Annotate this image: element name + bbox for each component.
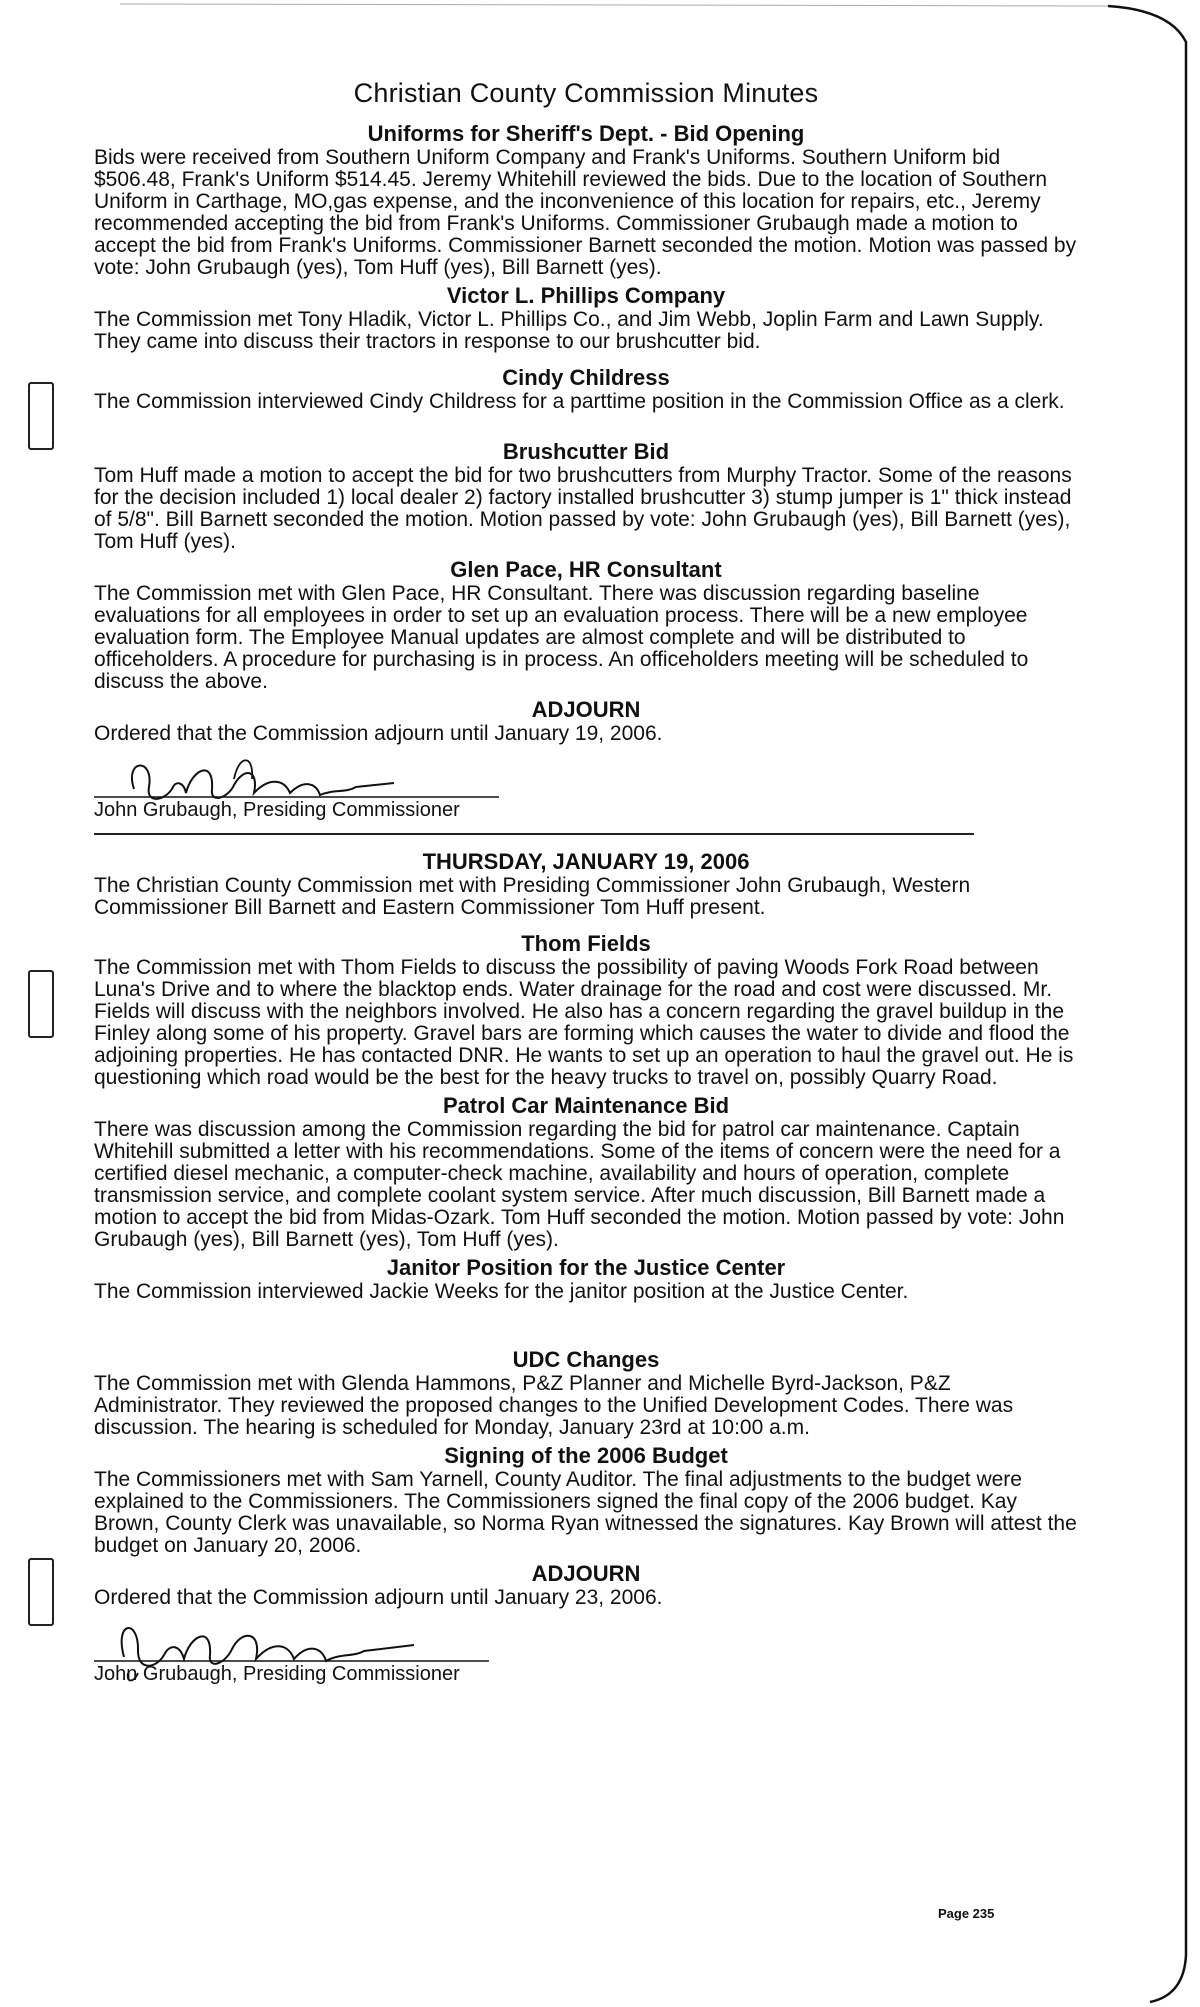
day-heading: THURSDAY, JANUARY 19, 2006 [422, 849, 750, 874]
section-janitor [94, 1255, 1078, 1303]
section-heading: Cindy Childress [502, 365, 670, 390]
divider [94, 833, 974, 835]
section-heading: Signing of the 2006 Budget [444, 1443, 728, 1468]
section-victor-phillips [94, 283, 1078, 353]
section-glen-pace [94, 557, 1078, 693]
section-thom-fields [94, 931, 1078, 1089]
section-text: Tom Huff made a motion to accept the bid for two brushcutters from Murphy Tractor. Some of the reasons for the decision included 1) local dealer 2) factory installed brushcutter 3) stump jumper is 1" thick instead of 5/8". Bill Barnett seconded the motion. Motion passed by vote: John Grubaugh (yes), Bill Barnett (yes), Tom Huff (yes). [94, 464, 1072, 553]
signature-block [94, 749, 554, 821]
section-cindy-childress [94, 365, 1078, 413]
adjourn-text: Ordered that the Commission adjourn until January 23, 2006. [94, 1586, 663, 1609]
day-block [94, 849, 1078, 919]
section-heading: Glen Pace, HR Consultant [450, 557, 722, 582]
minutes-body [94, 78, 1078, 1685]
adjourn-heading: ADJOURN [531, 697, 641, 722]
punch-hole-1 [28, 382, 54, 450]
adjourn-block-1 [94, 697, 1078, 821]
section-heading: Patrol Car Maintenance Bid [442, 1093, 730, 1118]
signature-caption: John Grubaugh, Presiding Commissioner [94, 799, 460, 821]
section-text: The Commission met Tony Hladik, Victor L. Phillips Co., and Jim Webb, Joplin Farm and Lawn Supply. They came into discuss their tractors in response to our brushcutter bid. [94, 308, 1044, 353]
section-patrol-car [94, 1093, 1078, 1251]
section-heading: Victor L. Phillips Company [446, 283, 726, 308]
signature-block [94, 1613, 554, 1685]
signature-caption: John Grubaugh, Presiding Commissioner [94, 1663, 460, 1685]
section-heading: Uniforms for Sheriff's Dept. - Bid Opening [367, 121, 805, 146]
section-text: The Commission interviewed Cindy Childress for a parttime position in the Commission Office as a clerk. [94, 390, 1065, 413]
section-uniforms [94, 121, 1078, 279]
section-text: The Commission interviewed Jackie Weeks for the janitor position at the Justice Center. [94, 1280, 909, 1303]
section-text: Bids were received from Southern Uniform Company and Frank's Uniforms. Southern Uniform bid $506.48, Frank's Uniform $514.45. Jeremy Whitehill reviewed the bids. Due to the location of Southern Uniform in Carthage, MO,gas expense, and the inconvenience of this location for repairs, etc., Jeremy recommended accepting the bid from Frank's Uniforms. Commissioner Grubaugh made a motion to accept the bid from Frank's Uniforms. Commissioner Barnett seconded the motion. Motion was passed by vote: John Grubaugh (yes), Tom Huff (yes), Bill Barnett (yes). [94, 146, 1077, 279]
section-heading: Brushcutter Bid [502, 439, 670, 464]
section-heading: UDC Changes [512, 1347, 660, 1372]
section-heading: Janitor Position for the Justice Center [386, 1255, 786, 1280]
section-text: The Commission met with Glenda Hammons, P&Z Planner and Michelle Byrd-Jackson, P&Z Administrator. They reviewed the proposed changes to the Unified Development Codes. There was discussion. The hearing is scheduled for Monday, January 23rd at 10:00 a.m. [94, 1372, 1014, 1439]
punch-hole-2 [28, 970, 54, 1038]
punch-hole-3 [28, 1558, 54, 1626]
adjourn-text: Ordered that the Commission adjourn until January 19, 2006. [94, 722, 663, 745]
section-text: The Commission met with Thom Fields to discuss the possibility of paving Woods Fork Road between Luna's Drive and to where the blacktop ends. Water drainage for the road and cost were discussed. Mr. Fields will discuss with the neighbors involved. He also has a concern regarding the gravel buildup in the Finley along some of his property. Gravel bars are forming which causes the water to divide and flood the adjoining properties. He has contacted DNR. He wants to set up an operation to haul the gravel out. He is questioning which road would be the best for the heavy trucks to travel on, possibly Quarry Road. [94, 956, 1074, 1089]
document-title: Christian County Commission Minutes [353, 78, 819, 108]
adjourn-heading: ADJOURN [531, 1561, 641, 1586]
section-heading: Thom Fields [521, 931, 651, 956]
day-intro: The Christian County Commission met with Presiding Commissioner John Grubaugh, Western Commissioner Bill Barnett and Eastern Commissioner Tom Huff present. [94, 874, 971, 919]
adjourn-block-2 [94, 1561, 1078, 1685]
section-brushcutter-bid [94, 439, 1078, 553]
page-number: Page 235 [938, 1906, 995, 1921]
section-udc-changes [94, 1347, 1078, 1439]
section-text: The Commissioners met with Sam Yarnell, County Auditor. The final adjustments to the budget were explained to the Commissioners. The Commissioners signed the final copy of the 2006 budget. Kay Brown, County Clerk was unavailable, so Norma Ryan witnessed the signatures. Kay Brown will attest the budget on January 20, 2006. [94, 1468, 1077, 1557]
section-text: There was discussion among the Commission regarding the bid for patrol car maintenance. Captain Whitehill submitted a letter with his recommendations. Some of the items of concern were the need for a certified diesel mechanic, a computer-check machine, availability and hours of operation, complete transmission service, and complete coolant system service. After much discussion, Bill Barnett made a motion to accept the bid from Midas-Ozark. Tom Huff seconded the motion. Motion passed by vote: John Grubaugh (yes), Bill Barnett (yes), Tom Huff (yes). [94, 1118, 1065, 1251]
section-text: The Commission met with Glen Pace, HR Consultant. There was discussion regarding baseline evaluations for all employees in order to set up an evaluation process. There will be a new employee evaluation form. The Employee Manual updates are almost complete and will be distributed to officeholders. A procedure for purchasing is in process. An officeholders meeting will be scheduled to discuss the above. [94, 582, 1029, 693]
section-budget-signing [94, 1443, 1078, 1557]
